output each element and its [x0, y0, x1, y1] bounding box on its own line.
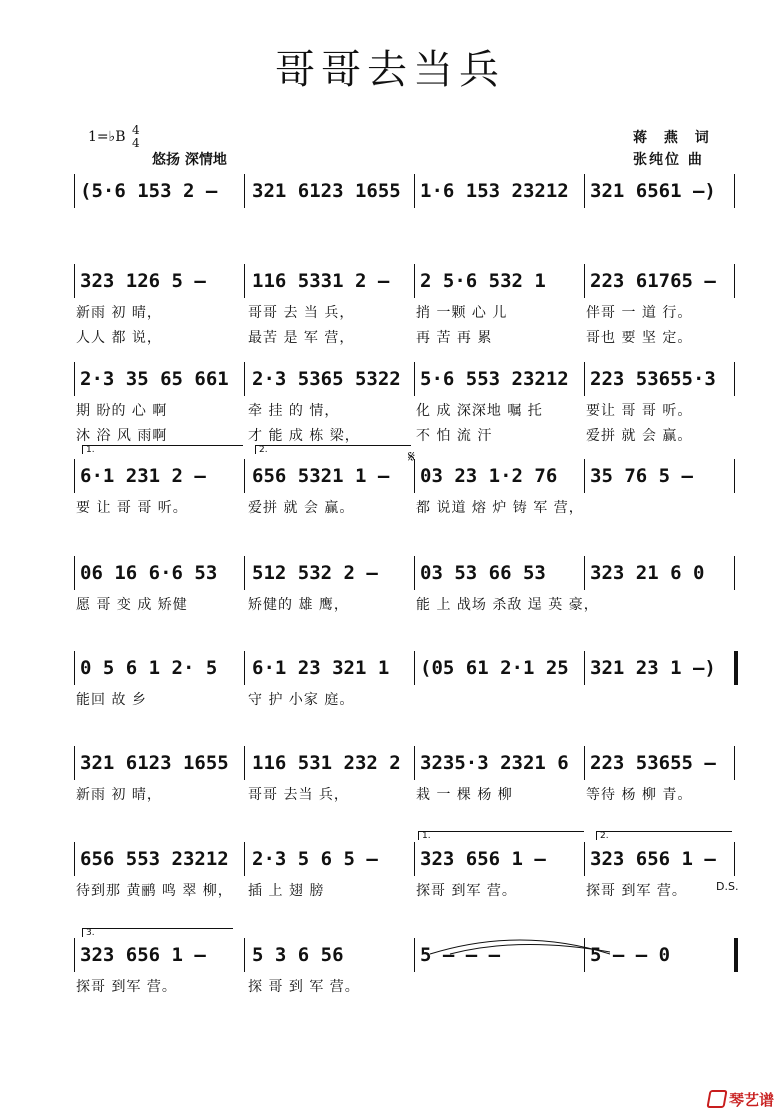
barline	[244, 938, 245, 972]
barline	[414, 746, 415, 780]
lyric-line: 新雨 初 晴，	[76, 787, 162, 803]
lyric-line: 牵 挂 的 情，	[248, 403, 340, 419]
measure-notes: 2 5·6 532 1	[420, 270, 546, 292]
segno-sign: 𝄋	[408, 447, 415, 466]
barline	[584, 174, 585, 208]
barline	[74, 651, 75, 685]
measure-notes: 5·6 553 23212	[420, 368, 569, 390]
barline	[734, 264, 735, 298]
lyric-line: 才 能 成 栋 梁，	[248, 428, 360, 444]
barline	[244, 556, 245, 590]
measure-notes: 03 53 66 53	[420, 562, 546, 584]
time-num: 4	[132, 123, 140, 137]
barline	[734, 938, 738, 972]
barline	[74, 746, 75, 780]
lyric-line: 都 说道 熔 炉 铸 军 营，	[416, 500, 584, 516]
lyric-line: 探哥 到军 营。	[416, 883, 517, 899]
lyric-line: 探哥 到军 营。	[76, 979, 177, 995]
measure-notes: 321 6123 1655	[80, 752, 229, 774]
time-signature	[132, 124, 140, 150]
lyric-line: 爱拼 就 会 赢。	[248, 500, 355, 516]
barline	[244, 264, 245, 298]
lyric-line: 等待 杨 柳 青。	[586, 787, 693, 803]
measure-notes: 5 3 6 56	[252, 944, 344, 966]
volta-3-label: 3.	[86, 928, 95, 938]
barline	[414, 842, 415, 876]
lyric-line: 不 怕 流 汗	[416, 428, 493, 444]
lyric-line: 插 上 翅 膀	[248, 883, 325, 899]
lyric-line: 要让 哥 哥 听。	[586, 403, 693, 419]
measure-notes: 6·1 231 2 –	[80, 465, 206, 487]
volta-2b-label: 2.	[600, 831, 609, 841]
measure-notes: 5 – – 0	[590, 944, 671, 966]
barline	[414, 362, 415, 396]
lyric-line: 最苦 是 军 营，	[248, 330, 355, 346]
logo-icon	[706, 1090, 727, 1108]
measure-notes: 2·3 35 65 661	[80, 368, 229, 390]
measure-notes: 116 531 232 2	[252, 752, 401, 774]
barline	[584, 362, 585, 396]
barline	[414, 651, 415, 685]
song-title: 哥哥去当兵	[275, 47, 505, 93]
barline	[734, 746, 735, 780]
barline	[734, 651, 738, 685]
measure-notes: 323 656 1 –	[80, 944, 206, 966]
measure-notes: 323 21 6 0	[590, 562, 705, 584]
barline	[414, 556, 415, 590]
measure-notes: 03 23 1·2 76	[420, 465, 558, 487]
lyric-line: 要 让 哥 哥 听。	[76, 500, 188, 516]
barline	[414, 938, 415, 972]
measure-notes: 323 656 1 –	[420, 848, 546, 870]
barline	[414, 174, 415, 208]
volta-2-label: 2.	[259, 445, 268, 455]
site-logo	[708, 1089, 774, 1110]
measure-notes: 323 656 1 –	[590, 848, 716, 870]
volta-1-label: 1.	[86, 445, 95, 455]
measure-notes: 512 532 2 –	[252, 562, 378, 584]
measure-notes: (5·6 153 2 –	[80, 180, 218, 202]
measure-notes: 6·1 23 321 1	[252, 657, 390, 679]
measure-notes: 321 23 1 –)	[590, 657, 716, 679]
barline	[74, 938, 75, 972]
lyric-line: 哥哥 去当 兵，	[248, 787, 349, 803]
measure-notes: 223 53655 –	[590, 752, 716, 774]
barline	[244, 459, 245, 493]
barline	[584, 651, 585, 685]
composer-credit: 张纯位 曲	[633, 152, 704, 168]
lyric-line: 矫健的 雄 鹰，	[248, 597, 349, 613]
lyric-line: 再 苦 再 累	[416, 330, 493, 346]
lyric-line: 能回 故 乡	[76, 692, 147, 708]
barline	[584, 842, 585, 876]
barline	[244, 842, 245, 876]
barline	[734, 459, 735, 493]
measure-notes: 656 5321 1 –	[252, 465, 390, 487]
lyric-line: 能 上 战场 杀敌 逞 英 豪，	[416, 597, 599, 613]
barline	[74, 362, 75, 396]
barline	[74, 459, 75, 493]
barline	[74, 556, 75, 590]
volta-1b	[418, 831, 584, 840]
lyric-line: 人人 都 说，	[76, 330, 162, 346]
logo-text: 琴艺谱	[729, 1091, 775, 1109]
ds-marking: D.S.	[716, 880, 739, 893]
barline	[734, 842, 735, 876]
lyric-line: 期 盼的 心 啊	[76, 403, 168, 419]
lyric-line: 探 哥 到 军 营。	[248, 979, 360, 995]
lyric-line: 守 护 小家 庭。	[248, 692, 355, 708]
barline	[74, 174, 75, 208]
barline	[584, 746, 585, 780]
lyric-line: 栽 一 棵 杨 柳	[416, 787, 513, 803]
volta-1b-label: 1.	[422, 831, 431, 841]
lyric-line: 愿 哥 变 成 矫健	[76, 597, 188, 613]
measure-notes: 656 553 23212	[80, 848, 229, 870]
barline	[244, 651, 245, 685]
tie-arc	[420, 930, 620, 960]
measure-notes: 223 53655·3	[590, 368, 716, 390]
measure-notes: 35 76 5 –	[590, 465, 693, 487]
volta-2b	[596, 831, 732, 840]
measure-notes: 116 5331 2 –	[252, 270, 390, 292]
lyric-line: 探哥 到军 营。	[586, 883, 687, 899]
volta-3	[82, 928, 233, 937]
lyric-line: 伴哥 一 道 行。	[586, 305, 693, 321]
measure-notes: 321 6561 –)	[590, 180, 716, 202]
barline	[74, 264, 75, 298]
key-prefix: 1=	[88, 129, 109, 145]
lyric-line: 待到那 黄鹂 鸣 翠 柳，	[76, 883, 233, 899]
measure-notes: 323 126 5 –	[80, 270, 206, 292]
key-note: B	[115, 129, 126, 145]
measure-notes: 321 6123 1655	[252, 180, 401, 202]
lyric-line: 爱拼 就 会 赢。	[586, 428, 693, 444]
measure-notes: 0 5 6 1 2· 5	[80, 657, 218, 679]
lyric-line: 化 成 深深地 嘱 托	[416, 403, 543, 419]
measure-notes: 3235·3 2321 6	[420, 752, 569, 774]
measure-notes: 06 16 6·6 53	[80, 562, 218, 584]
barline	[584, 459, 585, 493]
measure-notes: 2·3 5 6 5 –	[252, 848, 378, 870]
lyric-line: 哥哥 去 当 兵，	[248, 305, 355, 321]
measure-notes: 2·3 5365 5322	[252, 368, 401, 390]
barline	[414, 264, 415, 298]
measure-notes: 223 61765 –	[590, 270, 716, 292]
lyric-line: 捎 一颗 心 儿	[416, 305, 508, 321]
lyric-line: 沐 浴 风 雨啊	[76, 428, 168, 444]
lyric-line: 新雨 初 晴，	[76, 305, 162, 321]
barline	[244, 174, 245, 208]
barline	[734, 556, 735, 590]
lyricist-credit: 蒋 燕 词	[633, 130, 715, 146]
barline	[584, 264, 585, 298]
measure-notes: 5 – – –	[420, 944, 501, 966]
volta-1	[82, 445, 243, 454]
time-den: 4	[132, 136, 140, 150]
barline	[734, 362, 735, 396]
measure-notes: 1·6 153 23212	[420, 180, 569, 202]
flat-sign: ♭	[108, 129, 116, 145]
volta-2	[255, 445, 411, 454]
measure-notes: (05 61 2·1 25	[420, 657, 569, 679]
barline	[74, 842, 75, 876]
lyric-line: 哥也 要 坚 定。	[586, 330, 693, 346]
barline	[244, 362, 245, 396]
barline	[734, 174, 735, 208]
barline	[584, 556, 585, 590]
barline	[244, 746, 245, 780]
tempo-marking: 悠扬 深情地	[152, 152, 227, 168]
key-signature	[88, 124, 140, 150]
